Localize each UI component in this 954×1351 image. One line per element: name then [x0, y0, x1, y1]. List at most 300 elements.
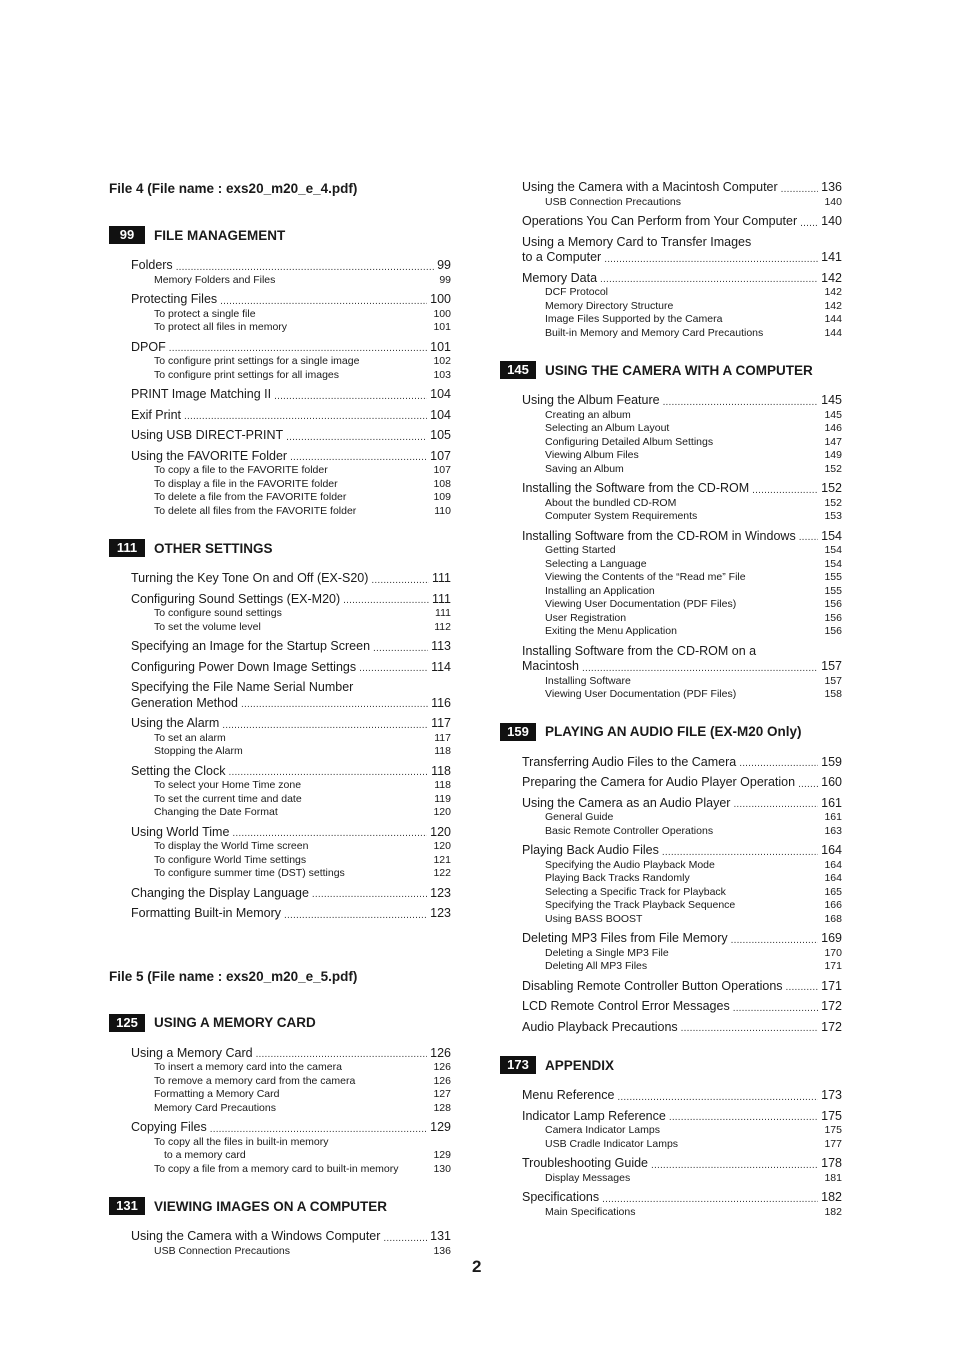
toc-subentry-page: 170 [824, 946, 842, 959]
toc-entry-title: Disabling Remote Controller Button Operations [522, 978, 783, 993]
section-page-badge: 145 [500, 361, 536, 379]
toc-subentry-title: To set an alarm [154, 731, 226, 744]
toc-entry[interactable] [522, 644, 842, 702]
toc-subentry[interactable] [154, 1102, 451, 1116]
toc-subentry-page: 156 [824, 625, 842, 637]
toc-entry-title: Menu Reference [522, 1088, 615, 1102]
toc-section-file-management [109, 226, 451, 518]
toc-subentry[interactable] [154, 274, 451, 288]
toc-entry-line [131, 716, 451, 732]
toc-subentry-page: 112 [434, 620, 451, 633]
toc-subentry-title: Specifying the Track Playback Sequence [545, 899, 736, 911]
toc-subentry[interactable] [154, 806, 451, 820]
toc-subentry[interactable] [545, 675, 842, 689]
toc-entry-page: 159 [821, 754, 842, 769]
toc-entry-title-line: Specifying the File Name Serial Number [131, 680, 354, 694]
toc-entry[interactable] [522, 1156, 842, 1185]
toc-subentry[interactable] [545, 1124, 842, 1138]
toc-subentry-title: Formatting a Memory Card [154, 1088, 280, 1100]
toc-entry-page: 104 [430, 407, 451, 422]
toc-entry-page: 111 [431, 591, 451, 606]
section-header [500, 361, 842, 379]
section-title: USING THE CAMERA WITH A COMPUTER [545, 362, 813, 378]
toc-subentry-title: To set the volume level [154, 620, 261, 633]
leader-dots [371, 574, 429, 587]
toc-subentry-title: Basic Remote Controller Operations [545, 824, 714, 837]
toc-entry-line [522, 1020, 842, 1036]
toc-subentry[interactable] [545, 409, 842, 423]
toc-subentry-page: 109 [433, 491, 451, 503]
toc-entry-page: 99 [437, 258, 451, 272]
toc-subentry-page: 120 [433, 840, 451, 852]
toc-entry[interactable] [131, 680, 451, 711]
toc-subentry-title: To display the World Time screen [154, 840, 309, 852]
toc-subentry-title: About the bundled CD-ROM [545, 496, 677, 509]
toc-subentry[interactable] [545, 327, 842, 341]
toc-subentry-page: 181 [824, 1171, 842, 1184]
toc-entry[interactable] [131, 592, 451, 635]
file-title: File 5 (File name : exs20_m20_e_5.pdf) [109, 968, 358, 984]
toc-subentry[interactable] [545, 585, 842, 599]
toc-entry[interactable] [522, 843, 842, 926]
left-column [109, 180, 451, 1279]
section-title: FILE MANAGEMENT [154, 227, 286, 243]
toc-entry[interactable] [131, 292, 451, 335]
toc-subentry-page: 102 [433, 355, 451, 367]
toc-entry-page: 142 [821, 270, 842, 285]
toc-subentry[interactable] [154, 607, 451, 621]
toc-subentry[interactable] [545, 913, 842, 927]
toc-entry-title: Troubleshooting Guide [522, 1156, 649, 1170]
toc-subentry-page: 100 [433, 307, 451, 320]
toc-subentry-page: 119 [434, 792, 451, 805]
toc-entry[interactable] [522, 775, 842, 791]
toc-entry-title: Setting the Clock [131, 763, 226, 778]
toc-subentry-title: Image Files Supported by the Camera [545, 313, 723, 325]
toc-subentry-page: 118 [434, 779, 451, 791]
toc-entry-page: 182 [821, 1190, 842, 1204]
toc-section-appendix [500, 1056, 842, 1219]
toc-subentry[interactable] [154, 1061, 451, 1075]
leader-dots [786, 981, 819, 994]
section-title: VIEWING IMAGES ON A COMPUTER [154, 1198, 388, 1214]
toc-entry[interactable] [522, 235, 842, 266]
toc-entry[interactable] [131, 906, 451, 922]
leader-dots [617, 1091, 818, 1104]
toc-subentry-page: 166 [824, 899, 842, 911]
toc-subentry[interactable] [545, 286, 842, 300]
toc-entry-page: 152 [821, 481, 842, 495]
toc-section-viewing-images [109, 1197, 451, 1258]
toc-entry-page: 145 [821, 393, 842, 407]
toc-subentry-page: 171 [824, 960, 842, 972]
toc-subentry[interactable] [545, 463, 842, 477]
toc-subentry-title: DCF Protocol [545, 286, 609, 298]
toc-subentry-page: 161 [824, 811, 842, 823]
toc-entry-line [131, 660, 451, 676]
toc-subentry[interactable] [154, 355, 451, 369]
toc-entry-line [131, 764, 451, 780]
toc-subentry-title: Getting Started [545, 544, 616, 556]
toc-subentry-page: 122 [433, 867, 451, 879]
toc-entry-page: 120 [430, 824, 451, 839]
toc-subentry[interactable] [545, 899, 842, 913]
leader-dots [681, 1022, 818, 1035]
toc-subentry[interactable] [545, 1172, 842, 1186]
toc-subentry-title: Viewing User Documentation (PDF Files) [545, 688, 737, 700]
toc-subentry[interactable] [154, 745, 451, 759]
toc-subentry-page: 165 [824, 885, 842, 898]
toc-entry-line [131, 825, 451, 841]
toc-entry-title: Copying Files [131, 1120, 207, 1134]
toc-subentry[interactable] [545, 947, 842, 961]
section-title: PLAYING AN AUDIO FILE (EX-M20 Only) [545, 724, 802, 739]
toc-entry[interactable] [522, 529, 842, 639]
toc-entry[interactable] [522, 1020, 842, 1036]
toc-subentry[interactable] [154, 779, 451, 793]
toc-subentry-page: 182 [824, 1205, 842, 1218]
toc-subentry-page: 136 [433, 1244, 451, 1257]
toc-entry[interactable] [131, 764, 451, 820]
toc-entry-title-line: Installing Software from the CD-ROM on a [522, 643, 757, 658]
toc-subentry-page: 175 [824, 1124, 842, 1136]
leader-dots [781, 183, 818, 196]
toc-subentry-title: Memory Card Precautions [154, 1101, 276, 1114]
toc-entry[interactable] [131, 408, 451, 424]
toc-subentry-title: To protect all files in memory [154, 321, 288, 333]
toc-entry[interactable] [131, 449, 451, 519]
toc-subentry-page: 108 [433, 477, 451, 490]
toc-subentry[interactable] [545, 1138, 842, 1152]
toc-subentry-page: 117 [434, 731, 451, 744]
toc-subentry-title: Selecting an Album Layout [545, 422, 670, 434]
leader-dots [274, 390, 427, 403]
toc-entry-page: 117 [431, 716, 451, 730]
toc-entry-line [522, 796, 842, 812]
toc-subentry-title: USB Connection Precautions [154, 1244, 290, 1257]
toc-entry[interactable] [131, 825, 451, 881]
toc-entry[interactable] [131, 1046, 451, 1116]
toc-subentry[interactable] [545, 544, 842, 558]
toc-entry-page: 173 [821, 1088, 842, 1102]
toc-subentry-title: Creating an album [545, 408, 631, 421]
toc-subentry[interactable] [545, 571, 842, 585]
toc-subentry-title: To copy a file from a memory card to built-in memory [154, 1162, 399, 1175]
toc-entry-line [522, 393, 842, 409]
toc-entry[interactable] [522, 999, 842, 1015]
toc-subentry-page: 128 [433, 1101, 451, 1114]
toc-entry-title: Audio Playback Precautions [522, 1019, 678, 1034]
toc-subentry[interactable] [154, 621, 451, 635]
toc-subentry-page: 156 [824, 598, 842, 610]
toc-subentry-title: Built-in Memory and Memory Card Precautions [545, 326, 764, 339]
toc-entry[interactable] [131, 639, 451, 655]
leader-dots [373, 642, 428, 655]
toc-entry-title: Transferring Audio Files to the Camera [522, 754, 737, 769]
toc-subentry-title: To configure print settings for a single image [154, 355, 360, 367]
section-header [500, 1056, 842, 1074]
toc-entry-title: Changing the Display Language [131, 885, 309, 900]
leader-dots [256, 1048, 428, 1061]
toc-subentry[interactable] [154, 321, 451, 335]
toc-subentry[interactable] [154, 1163, 451, 1177]
toc-entry-line [131, 449, 451, 465]
leader-dots [290, 451, 427, 464]
toc-entry-line [131, 1229, 451, 1245]
toc-subentry-page: 140 [824, 195, 842, 208]
toc-entry[interactable] [522, 481, 842, 524]
toc-subentry[interactable] [545, 510, 842, 524]
toc-subentry[interactable] [154, 854, 451, 868]
toc-subentry-page: 155 [824, 584, 842, 597]
toc-subentry-title: Stopping the Alarm [154, 745, 243, 757]
toc-subentry-title: To configure sound settings [154, 607, 282, 619]
toc-entry-title: Using the Album Feature [522, 393, 660, 407]
toc-entry-page: 100 [430, 292, 451, 306]
toc-subentry-page: 163 [824, 824, 842, 837]
toc-entry[interactable] [131, 340, 451, 383]
leader-dots [663, 396, 819, 409]
toc-entry-title: to a Computer [522, 250, 602, 264]
toc-entry-title: Specifying an Image for the Startup Screen [131, 639, 371, 653]
toc-subentry-page: 146 [824, 422, 842, 434]
toc-entry-title: Macintosh [522, 659, 579, 673]
toc-entry[interactable] [522, 796, 842, 839]
toc-entry-page: 154 [821, 528, 842, 543]
toc-entry-page: 123 [430, 885, 451, 900]
toc-entry-page: 164 [821, 843, 842, 857]
toc-entry-line [522, 481, 842, 497]
toc-entry-page: 131 [430, 1229, 451, 1243]
toc-entry-line [131, 571, 451, 587]
toc-subentry-title: To configure print settings for all images [154, 368, 340, 381]
toc-entry-title: Playing Back Audio Files [522, 843, 659, 857]
toc-subentry-title: To copy a file to the FAVORITE folder [154, 464, 328, 476]
toc-entry-page: 104 [430, 387, 451, 401]
toc-entry-title: Using the Alarm [131, 716, 220, 730]
toc-entry-title: Installing the Software from the CD-ROM [522, 481, 750, 495]
leader-dots [220, 295, 427, 308]
toc-subentry[interactable] [545, 612, 842, 626]
toc-entry-title: Folders [131, 258, 173, 272]
leader-dots [733, 798, 818, 811]
toc-entry-title: Protecting Files [131, 292, 218, 306]
leader-dots [798, 778, 818, 791]
toc-entry-line [522, 979, 842, 995]
toc-subentry[interactable] [154, 840, 451, 854]
section-header [109, 1197, 451, 1215]
toc-subentry-page: 120 [433, 806, 451, 818]
toc-entry[interactable] [131, 660, 451, 676]
toc-subentry[interactable] [545, 196, 842, 210]
toc-entry[interactable] [131, 387, 451, 403]
toc-subentry-title: Installing an Application [545, 584, 655, 597]
toc-entry-line [522, 1156, 842, 1172]
toc-entry-line [522, 755, 842, 771]
toc-subentry[interactable] [154, 1149, 451, 1163]
toc-entry-page: 171 [821, 978, 842, 993]
file-title: File 4 (File name : exs20_m20_e_4.pdf) [109, 181, 358, 196]
toc-subentry[interactable] [545, 872, 842, 886]
toc-subentry[interactable] [154, 867, 451, 881]
toc-subentry-page: 158 [824, 688, 842, 700]
toc-entry[interactable] [131, 1120, 451, 1176]
toc-entry[interactable] [131, 258, 451, 287]
toc-subentry-title: To select your Home Time zone [154, 779, 302, 791]
toc-entry-title: Preparing the Camera for Audio Player Operation [522, 775, 796, 789]
toc-entry[interactable] [522, 979, 842, 995]
toc-entry[interactable] [131, 1229, 451, 1258]
toc-subentry[interactable] [545, 436, 842, 450]
toc-subentry[interactable] [545, 422, 842, 436]
toc-subentry-page: 126 [433, 1061, 451, 1073]
leader-dots [733, 1002, 818, 1015]
toc-subentry[interactable] [154, 478, 451, 492]
toc-subentry-page: 142 [824, 299, 842, 312]
toc-subentry[interactable] [545, 825, 842, 839]
toc-subentry[interactable] [545, 497, 842, 511]
leader-dots [359, 662, 428, 675]
toc-entry-page: 157 [821, 659, 842, 673]
leader-dots [731, 934, 819, 947]
toc-entry-title: Formatting Built-in Memory [131, 906, 282, 920]
toc-subentry-title: Specifying the Audio Playback Mode [545, 858, 715, 871]
toc-subentry-title: Configuring Detailed Album Settings [545, 435, 714, 448]
toc-entry-page: 140 [821, 214, 842, 228]
toc-subentry-title: Viewing Album Files [545, 449, 639, 461]
toc-subentry-title: Memory Folders and Files [154, 273, 276, 286]
toc-entry[interactable] [522, 214, 842, 230]
toc-subentry-page: 149 [824, 449, 842, 461]
right-column [500, 180, 842, 1240]
toc-entry-line [522, 1088, 842, 1104]
toc-entry[interactable] [131, 886, 451, 902]
toc-entry[interactable] [522, 180, 842, 209]
toc-subentry[interactable] [545, 625, 842, 639]
toc-subentry[interactable] [154, 1075, 451, 1089]
toc-entry[interactable] [522, 271, 842, 341]
toc-subentry-page: 147 [824, 435, 842, 448]
toc-subentry[interactable] [545, 688, 842, 702]
toc-subentry-page: 129 [433, 1149, 451, 1161]
leader-dots [222, 719, 428, 732]
toc-subentry-title: General Guide [545, 811, 614, 823]
toc-subentry-page: 121 [433, 853, 451, 866]
toc-continued-entries [500, 180, 842, 340]
toc-subentry-page: 103 [433, 368, 451, 381]
toc-subentry-page: 127 [433, 1088, 451, 1100]
toc-entry-title: Using a Memory Card [131, 1045, 253, 1060]
toc-subentry[interactable] [154, 1088, 451, 1102]
toc-subentry[interactable] [154, 732, 451, 746]
toc-subentry[interactable] [545, 960, 842, 974]
toc-subentry[interactable] [545, 300, 842, 314]
leader-dots [229, 766, 429, 779]
toc-subentry-page: 168 [824, 912, 842, 925]
toc-subentry-title: Playing Back Tracks Randomly [545, 872, 690, 884]
toc-entry-title: Using the Camera with a Windows Computer [131, 1229, 381, 1243]
toc-subentry[interactable] [545, 886, 842, 900]
toc-subentry-page: 153 [824, 510, 842, 522]
toc-entry[interactable] [522, 755, 842, 771]
toc-subentry-title: Saving an Album [545, 462, 624, 475]
toc-entry-page: 129 [430, 1120, 451, 1134]
toc-subentry-title: To protect a single file [154, 307, 256, 320]
toc-subentry[interactable] [154, 491, 451, 505]
toc-subentry[interactable] [545, 1206, 842, 1220]
toc-subentry-page: 144 [824, 313, 842, 325]
toc-subentry[interactable] [154, 308, 451, 322]
toc-entry-title: Installing Software from the CD-ROM in Windows [522, 528, 796, 543]
leader-dots [241, 698, 428, 711]
leader-dots [604, 253, 818, 266]
toc-entry-page: 105 [430, 428, 451, 442]
toc-entry[interactable] [131, 716, 451, 759]
leader-dots [582, 662, 818, 675]
toc-subentry-title: To insert a memory card into the camera [154, 1061, 342, 1073]
toc-entry-page: 101 [430, 339, 451, 354]
toc-entry-page: 172 [821, 999, 842, 1013]
toc-subentry[interactable] [545, 811, 842, 825]
toc-subentry-title: Selecting a Language [545, 557, 647, 570]
toc-entry-title-line: Using a Memory Card to Transfer Images [522, 234, 752, 249]
toc-entry[interactable] [131, 571, 451, 587]
toc-entry[interactable] [131, 428, 451, 444]
leader-dots [662, 846, 818, 859]
toc-subentry-page: 145 [824, 408, 842, 421]
toc-subentry-page: 99 [439, 273, 451, 286]
toc-entry-page: 172 [821, 1019, 842, 1034]
toc-subentry-title: To display a file in the FAVORITE folder [154, 477, 338, 490]
toc-subentry-page: 118 [434, 745, 451, 757]
leader-dots [169, 342, 427, 355]
toc-subentry-page: 155 [824, 571, 842, 583]
toc-subentry[interactable] [545, 598, 842, 612]
toc-subentry-title: To delete all files from the FAVORITE folder [154, 504, 357, 517]
toc-subentry[interactable] [154, 505, 451, 519]
toc-entry-page: 141 [821, 250, 842, 264]
toc-entry-title: Operations You Can Perform from Your Computer [522, 214, 798, 228]
toc-subentry[interactable] [154, 369, 451, 383]
toc-entry-title: Indicator Lamp Reference [522, 1108, 666, 1123]
toc-entry[interactable] [522, 931, 842, 974]
toc-entry-line [522, 775, 842, 791]
leader-dots [383, 1232, 427, 1245]
toc-entry-title: Turning the Key Tone On and Off (EX-S20) [131, 571, 369, 585]
toc-entry[interactable] [522, 393, 842, 476]
toc-subentry[interactable] [545, 859, 842, 873]
toc-entry-line [522, 214, 842, 230]
toc-subentry[interactable] [545, 449, 842, 463]
toc-subentry[interactable] [545, 558, 842, 572]
toc-entry[interactable] [522, 1088, 842, 1104]
toc-subentry-page: 156 [824, 611, 842, 624]
toc-subentry[interactable] [545, 313, 842, 327]
toc-subentry-page: 154 [824, 557, 842, 570]
toc-subentry[interactable] [154, 464, 451, 478]
toc-entry-page: 111 [431, 571, 451, 585]
toc-subentry-title: Exiting the Menu Application [545, 625, 677, 637]
toc-subentry[interactable] [154, 1245, 451, 1259]
toc-entry-line [522, 529, 842, 545]
toc-entry-line [131, 1046, 451, 1062]
toc-entry[interactable] [522, 1190, 842, 1219]
toc-subentry[interactable] [154, 1136, 451, 1150]
section-page-badge: 159 [500, 723, 536, 741]
toc-entry[interactable] [522, 1109, 842, 1152]
toc-subentry-page: 152 [824, 462, 842, 475]
toc-subentry[interactable] [154, 793, 451, 807]
